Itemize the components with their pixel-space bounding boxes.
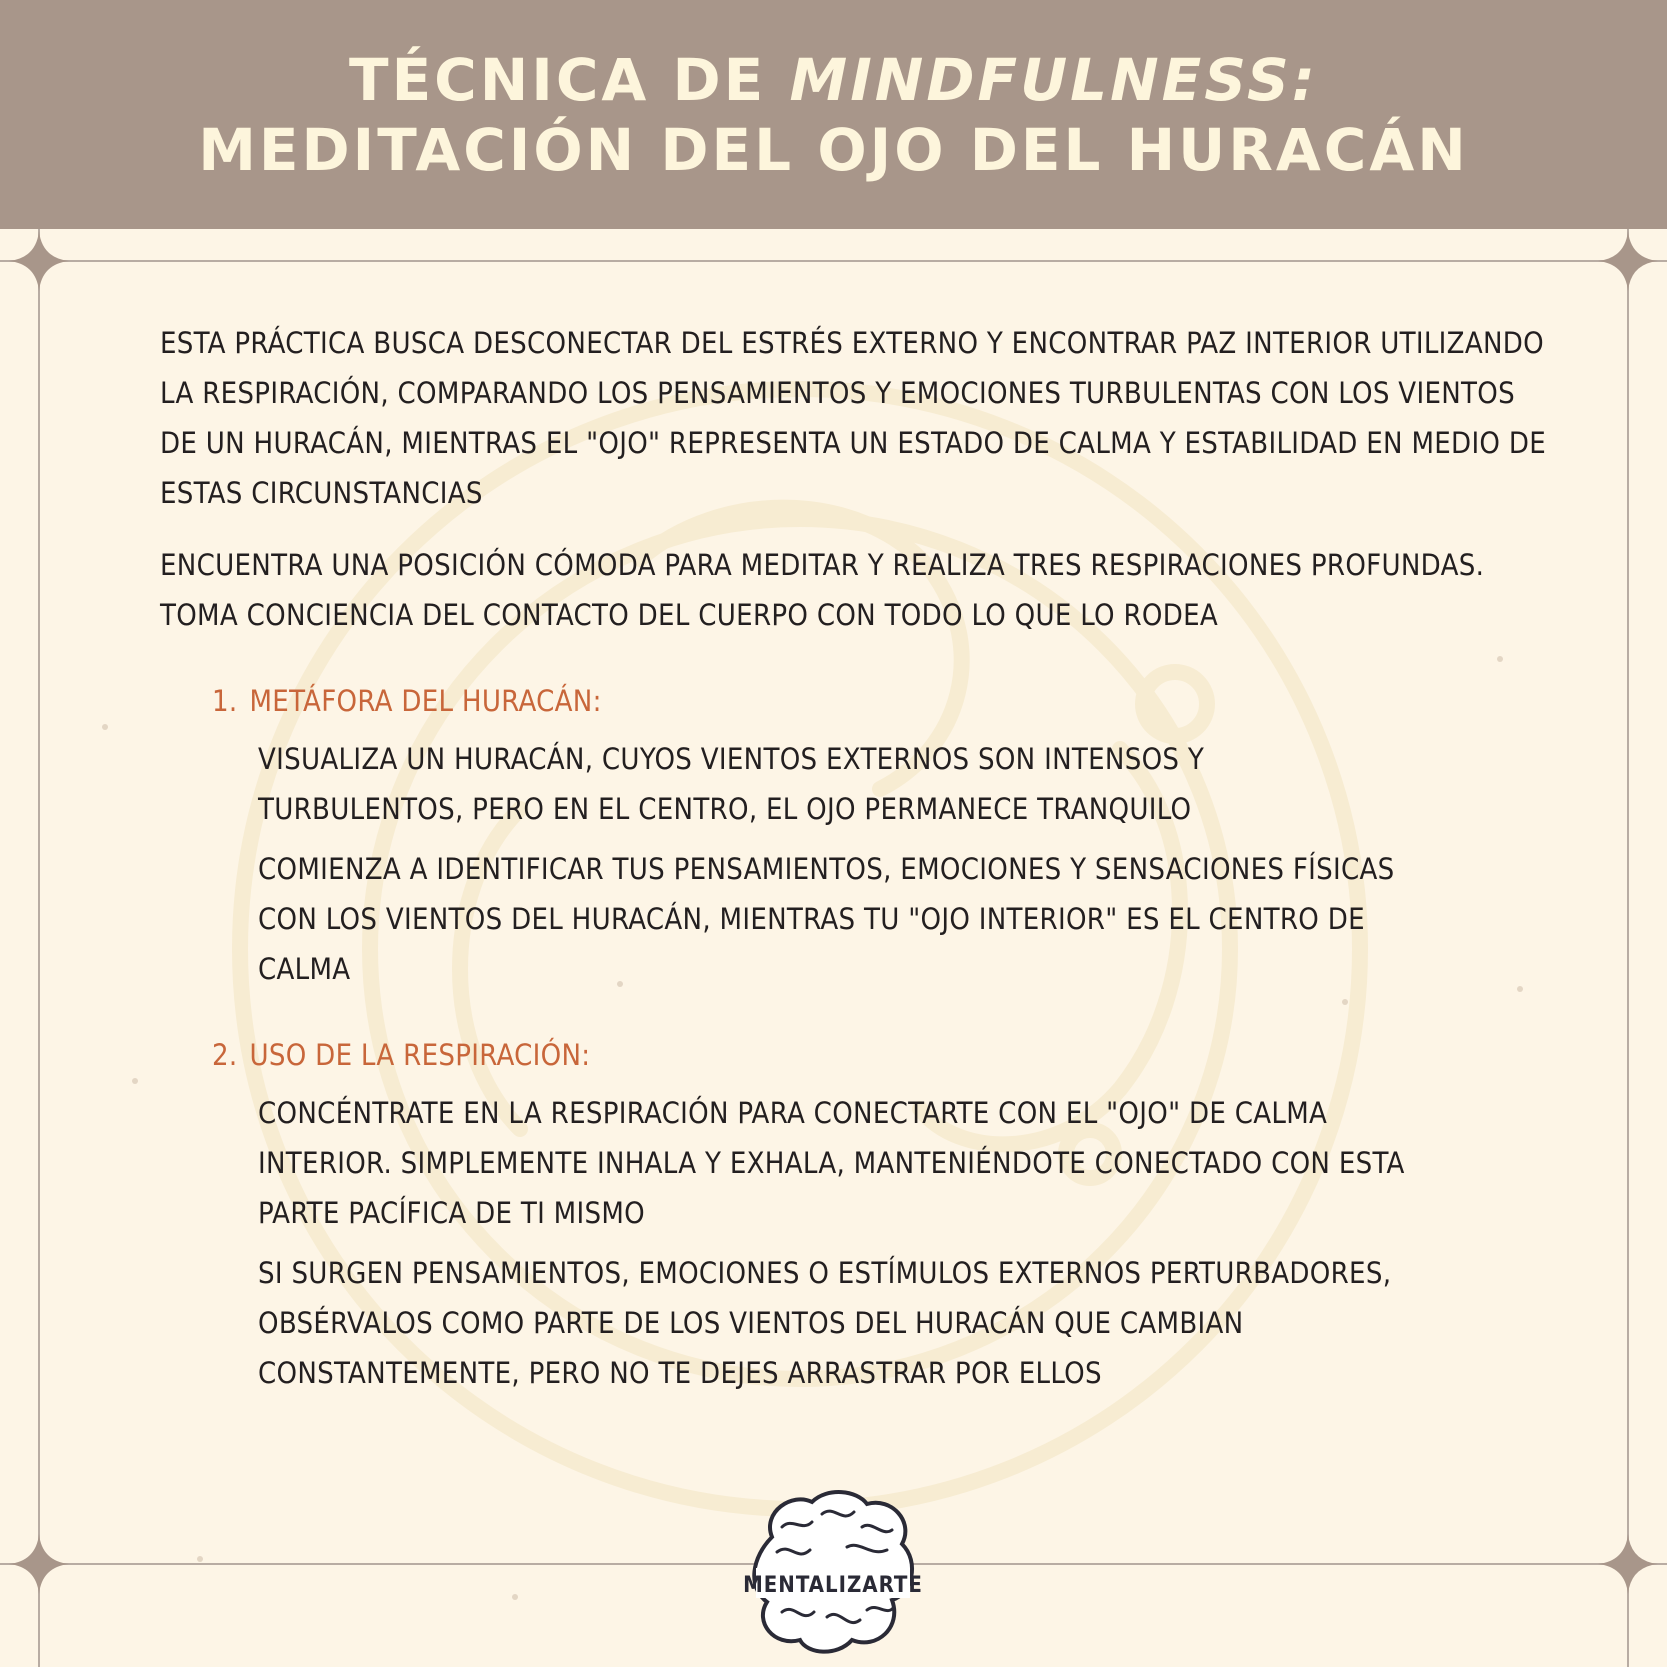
section-paragraph: SI SURGEN PENSAMIENTOS, EMOCIONES O ESTÍMULOS EXTERNOS PERTURBADORES, OBSÉRVALOS COMO PARTE DE LOS VIENTOS DEL HURACÁN QUE CAMBIAN CONSTANTEMENTE, PERO NO TE DEJES ARRASTRAR POR ELLOS: [258, 1256, 1392, 1390]
intro-paragraph: ENCUENTRA UNA POSICIÓN CÓMODA PARA MEDITAR Y REALIZA TRES RESPIRACIONES PROFUNDAS. TOMA CONCIENCIA DEL CONTACTO DEL CUERPO CON TODO LO QUE LO RODEA: [160, 548, 1485, 632]
section-number: 1.: [212, 684, 238, 718]
section-hurricane-metaphor: [160, 676, 1560, 994]
title-banner: [0, 0, 1667, 229]
title-prefix: TÉCNICA DE: [349, 45, 790, 114]
sparkle-icon: [9, 1534, 69, 1594]
title-emphasis: MINDFULNESS:: [789, 45, 1318, 114]
frame-right-line: [1627, 229, 1629, 1667]
sparkle-icon: [9, 231, 69, 291]
page-title-line-1: [349, 45, 1318, 115]
logo-text: MENTALIZARTE: [743, 1573, 923, 1598]
page-title-line-2: MEDITACIÓN DEL OJO DEL HURACÁN: [198, 115, 1469, 184]
intro-paragraph: ESTA PRÁCTICA BUSCA DESCONECTAR DEL ESTRÉS EXTERNO Y ENCONTRAR PAZ INTERIOR UTILIZANDO LA RESPIRACIÓN, COMPARANDO LOS PENSAMIENTOS Y EMOCIONES TURBULENTAS CON LOS VIENTOS DE UN HURACÁN, MIENTRAS EL "OJO" REPRESENTA UN ESTADO DE CALMA Y ESTABILIDAD EN MEDIO DE ESTAS CIRCUNSTANCIAS: [160, 326, 1547, 510]
section-paragraph: COMIENZA A IDENTIFICAR TUS PENSAMIENTOS, EMOCIONES Y SENSACIONES FÍSICAS CON LOS VIENTOS DEL HURACÁN, MIENTRAS TU "OJO INTERIOR" ES EL CENTRO DE CALMA: [258, 852, 1395, 986]
main-content: [160, 318, 1560, 1408]
sparkle-icon: [1598, 231, 1658, 291]
mentalizarte-brain-logo: [742, 1482, 924, 1664]
section-number: 2.: [212, 1038, 238, 1072]
section-title-text: USO DE LA RESPIRACIÓN:: [249, 1038, 591, 1072]
section-title: [212, 676, 1560, 726]
section-paragraph: VISUALIZA UN HURACÁN, CUYOS VIENTOS EXTERNOS SON INTENSOS Y TURBULENTOS, PERO EN EL CENTRO, EL OJO PERMANECE TRANQUILO: [258, 742, 1205, 826]
sparkle-icon: [1598, 1534, 1658, 1594]
section-title: [212, 1030, 1560, 1080]
section-title-text: METÁFORA DEL HURACÁN:: [249, 684, 602, 718]
frame-left-line: [38, 229, 40, 1667]
frame-top-line: [0, 260, 1667, 262]
section-breathing: [160, 1030, 1560, 1398]
section-paragraph: CONCÉNTRATE EN LA RESPIRACIÓN PARA CONECTARTE CON EL "OJO" DE CALMA INTERIOR. SIMPLEMENTE INHALA Y EXHALA, MANTENIÉNDOTE CONECTADO CON ESTA PARTE PACÍFICA DE TI MISMO: [258, 1096, 1405, 1230]
